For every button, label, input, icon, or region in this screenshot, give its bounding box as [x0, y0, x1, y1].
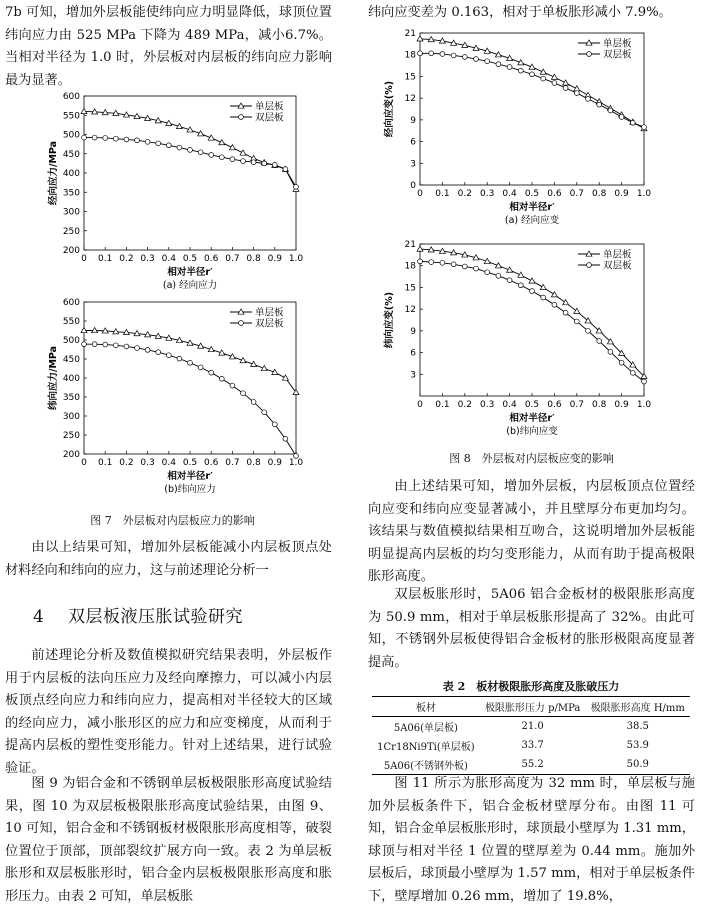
paragraph-section4-results: 图 9 为铝合金和不锈钢单层板极限胀形高度试验结果，图 10 为双层板极限胀形高度试验结果，由图 9、10 可知，铝合金和不锈钢板材极限胀形高度相等，破裂位置位于顶部，顶部裂纹扩展方向一致。表 2 为单层板胀形和双层板胀形时，铝合金内层板极限胀形高度和胀形压力。由表 2 可知，单层板胀	[5, 776, 332, 904]
x-tick-label: 0.4	[502, 400, 517, 410]
subfigure-label: (b)纬向应变	[506, 426, 558, 437]
data-point-circle	[496, 273, 501, 278]
figure-7a	[42, 88, 310, 295]
data-point-circle	[563, 310, 568, 315]
data-point-circle	[630, 120, 635, 125]
data-point-circle	[586, 328, 591, 333]
x-tick-label: 0.1	[98, 458, 113, 468]
data-point-circle	[586, 96, 591, 101]
data-point-circle	[262, 410, 267, 415]
data-point-triangle	[282, 375, 288, 380]
x-tick-label: 0.9	[614, 189, 629, 199]
data-point-circle	[294, 184, 299, 189]
paragraph-fig7-discussion: 7b 可知，增加外层板能使纬向应力明显降低，球顶位置纬向应力由 525 MPa 下降为 489 MPa，减小6.7%。当相对半径为 1.0 时，外层板对内层板的纬向应力影响最为显著。	[5, 5, 332, 88]
y-tick-label: 18	[404, 50, 416, 61]
data-point-circle	[440, 52, 445, 57]
x-tick-label: 0.7	[569, 400, 584, 410]
data-point-triangle	[563, 80, 569, 85]
data-point-circle	[294, 454, 299, 459]
table-header-cell: 极限胀形高度 H/mm	[590, 703, 685, 714]
x-tick-label: 0.4	[161, 254, 176, 264]
y-tick-label: 18	[404, 261, 416, 272]
x-tick-label: 0.9	[267, 458, 282, 468]
data-point-circle	[241, 391, 246, 396]
data-point-circle	[608, 108, 613, 113]
y-tick-label: 550	[62, 111, 80, 122]
x-tick-label: 0	[417, 400, 423, 410]
y-tick-label: 500	[62, 130, 80, 141]
y-tick-label: 400	[62, 374, 80, 384]
data-point-circle	[262, 161, 267, 166]
data-point-triangle	[529, 278, 535, 283]
y-axis-label: 经向应变(%)	[384, 80, 395, 138]
legend-label: 单层板	[603, 249, 632, 261]
legend-marker-circle	[587, 52, 592, 57]
data-point-triangle	[417, 246, 423, 251]
x-tick-label: 0.2	[457, 189, 472, 199]
x-tick-label: 0.3	[140, 254, 155, 264]
x-tick-label: 0.5	[182, 458, 198, 468]
y-tick-label: 600	[62, 92, 80, 102]
data-point-circle	[507, 278, 512, 283]
data-point-circle	[552, 302, 557, 307]
data-point-triangle	[551, 74, 557, 79]
y-tick-label: 12	[404, 305, 416, 316]
y-tick-label: 450	[62, 149, 80, 160]
legend-label: 双层板	[603, 260, 632, 272]
data-point-triangle	[540, 69, 546, 74]
data-point-circle	[209, 370, 214, 375]
x-tick-label: 0.2	[457, 400, 472, 410]
data-point-circle	[124, 344, 129, 349]
data-point-triangle	[417, 36, 423, 41]
y-tick-label: 9	[410, 326, 416, 337]
table-header-cell: 板材	[415, 703, 436, 714]
data-point-triangle	[81, 108, 87, 113]
chart-fig7b-latitudinal-stress	[42, 296, 310, 510]
y-axis-label: 经向应力/MPa	[48, 140, 59, 206]
data-point-circle	[608, 349, 613, 354]
figure-8-caption: 图 8 外层板对内层板应变的影响	[449, 452, 614, 465]
data-point-circle	[145, 139, 150, 144]
x-tick-label: 0.1	[435, 400, 450, 410]
data-point-circle	[451, 53, 456, 58]
x-tick-label: 0.6	[204, 458, 219, 468]
legend-label: 单层板	[255, 101, 284, 113]
data-point-circle	[188, 148, 193, 153]
subfigure-label: (a) 经向应力	[162, 280, 218, 291]
x-tick-label: 0.4	[502, 189, 517, 199]
x-axis-label: 相对半径r′	[509, 202, 555, 213]
data-point-circle	[451, 262, 456, 267]
data-point-circle	[507, 65, 512, 70]
table-row	[372, 755, 690, 775]
y-tick-label: 450	[62, 355, 80, 365]
paragraph-section4-intro: 前述理论分析及数值模拟研究结果表明，外层板作用于内层板的法向压应力及经向摩擦力，可以减小内层板顶点经向应力和纬向应力，提高相对半径较大的区域的经向应力，减小胀形区的应力和应变梯度，从而利于提高内层板的塑性变形能力。针对上述结果，进行试验验证。	[5, 648, 332, 776]
data-point-circle	[103, 136, 108, 141]
data-point-circle	[530, 72, 535, 77]
data-point-circle	[630, 370, 635, 375]
x-tick-label: 0.7	[225, 254, 240, 264]
table-header-cell: 极限胀形压力 p/MPa	[484, 703, 581, 714]
table-row	[372, 736, 690, 755]
x-tick-label: 1.0	[288, 458, 304, 468]
subfigure-label: (b)纬向应力	[164, 484, 216, 495]
section-number: 4	[33, 607, 45, 627]
data-point-circle	[518, 68, 523, 73]
data-point-circle	[145, 347, 150, 352]
data-point-circle	[230, 157, 235, 162]
x-tick-label: 0.5	[182, 254, 198, 264]
y-tick-label: 15	[404, 283, 416, 294]
data-point-circle	[574, 319, 579, 324]
x-tick-label: 1.0	[288, 254, 304, 264]
x-tick-label: 0.3	[480, 400, 495, 410]
x-tick-label: 1.0	[636, 189, 652, 199]
table-2-title: 表 2 板材极限胀形高度及胀破压力	[442, 680, 620, 693]
table-row	[372, 717, 690, 737]
data-point-circle	[113, 136, 118, 141]
paragraph-limit-height: 双层板胀形时，5A06 铝合金板材的极限胀形高度为 50.9 mm，相对于单层板胀形提高了 32%。由此可知，不锈钢外层板使得铝合金板材的胀形极限高度显著提高。	[368, 587, 695, 670]
data-point-circle	[541, 76, 546, 81]
x-tick-label: 0	[81, 458, 87, 468]
data-point-circle	[429, 51, 434, 56]
y-tick-label: 250	[62, 431, 80, 441]
data-point-circle	[496, 62, 501, 67]
data-point-circle	[418, 51, 423, 56]
data-point-circle	[230, 383, 235, 388]
legend-marker-circle	[239, 115, 244, 120]
figure-7b	[42, 296, 310, 510]
data-point-circle	[124, 137, 129, 142]
x-tick-label: 0	[417, 189, 423, 199]
section-heading	[33, 602, 243, 627]
data-point-circle	[156, 350, 161, 355]
data-point-triangle	[518, 272, 524, 277]
legend-marker-circle	[587, 263, 592, 268]
x-tick-label: 0.8	[246, 458, 261, 468]
data-point-circle	[474, 57, 479, 62]
data-point-circle	[92, 135, 97, 140]
y-tick-label: 9	[410, 115, 416, 126]
data-point-circle	[574, 91, 579, 96]
y-axis-label: 纬向应力/MPa	[48, 345, 59, 411]
data-point-circle	[418, 259, 423, 264]
y-tick-label: 500	[62, 336, 80, 346]
y-tick-label: 350	[62, 188, 80, 199]
data-point-circle	[619, 115, 624, 120]
data-point-circle	[241, 159, 246, 164]
chart-fig8b-latitudinal-strain	[374, 236, 674, 451]
x-tick-label: 0.2	[119, 254, 134, 264]
x-tick-label: 0.8	[592, 400, 607, 410]
x-tick-label: 0.8	[592, 189, 607, 199]
x-tick-label: 0.5	[524, 400, 540, 410]
chart-fig8a-meridional-strain	[374, 25, 674, 240]
data-point-circle	[177, 356, 182, 361]
data-point-circle	[82, 135, 87, 140]
y-tick-label: 300	[62, 412, 80, 422]
y-tick-label: 350	[62, 393, 80, 403]
legend-label: 双层板	[255, 112, 284, 124]
data-point-circle	[103, 342, 108, 347]
table-cell: 33.7	[521, 740, 544, 751]
table-2	[372, 696, 690, 775]
x-tick-label: 0.3	[140, 458, 155, 468]
x-tick-label: 0.6	[547, 400, 562, 410]
data-point-circle	[530, 289, 535, 294]
table-cell: 38.5	[626, 721, 649, 732]
table-cell: 1Cr18Ni9Ti(单层板)	[377, 742, 475, 753]
y-tick-label: 12	[404, 94, 416, 105]
data-point-circle	[619, 360, 624, 365]
legend-label: 单层板	[255, 307, 284, 319]
legend-label: 双层板	[603, 49, 632, 61]
x-tick-label: 0.5	[524, 189, 540, 199]
x-tick-label: 0.8	[246, 254, 261, 264]
data-point-circle	[541, 295, 546, 300]
x-tick-label: 0.9	[614, 400, 629, 410]
data-point-circle	[518, 283, 523, 288]
x-tick-label: 0.2	[119, 458, 134, 468]
legend-label: 双层板	[255, 318, 284, 330]
y-tick-label: 21	[404, 29, 416, 39]
data-point-circle	[597, 102, 602, 107]
data-point-circle	[166, 353, 171, 358]
section-title: 双层板液压胀试验研究	[67, 607, 243, 627]
data-point-circle	[251, 160, 256, 165]
y-tick-label: 400	[62, 169, 80, 179]
data-point-circle	[283, 167, 288, 172]
data-point-triangle	[551, 292, 557, 297]
data-point-circle	[485, 270, 490, 275]
table-cell: 21.0	[521, 721, 544, 732]
data-point-circle	[177, 145, 182, 150]
x-tick-label: 0.1	[98, 254, 113, 264]
x-tick-label: 0	[81, 254, 87, 264]
data-point-circle	[198, 365, 203, 370]
y-tick-label: 6	[410, 348, 416, 359]
x-axis-label: 相对半径r′	[167, 471, 213, 482]
data-point-circle	[462, 264, 467, 269]
table-header-row	[372, 697, 690, 717]
data-point-triangle	[563, 300, 569, 305]
table-cell: 50.9	[626, 759, 649, 770]
x-tick-label: 1.0	[636, 400, 652, 410]
data-point-triangle	[229, 145, 235, 150]
y-tick-label: 200	[62, 246, 80, 256]
data-point-triangle	[219, 140, 225, 145]
data-point-circle	[474, 266, 479, 271]
figure-7-caption: 图 7 外层板对内层板应力的影响	[90, 514, 255, 527]
data-point-circle	[485, 59, 490, 64]
y-tick-label: 250	[62, 226, 80, 237]
legend-label: 单层板	[603, 38, 632, 50]
data-point-circle	[429, 260, 434, 265]
table-2-grid	[372, 696, 690, 775]
y-tick-label: 550	[62, 317, 80, 327]
data-point-circle	[82, 342, 87, 347]
data-point-circle	[209, 153, 214, 158]
data-point-circle	[113, 343, 118, 348]
x-tick-label: 0.7	[225, 458, 240, 468]
data-point-circle	[597, 339, 602, 344]
data-point-circle	[642, 379, 647, 384]
x-tick-label: 0.1	[435, 189, 450, 199]
y-tick-label: 3	[410, 159, 416, 170]
data-point-circle	[251, 400, 256, 405]
figure-8b	[374, 236, 674, 451]
x-tick-label: 0.7	[569, 189, 584, 199]
table-cell: 5A06(单层板)	[393, 723, 458, 734]
x-tick-label: 0.3	[480, 189, 495, 199]
y-tick-label: 600	[62, 298, 80, 308]
y-tick-label: 200	[62, 450, 80, 460]
data-point-circle	[440, 260, 445, 265]
x-axis-label: 相对半径r′	[167, 267, 213, 278]
x-tick-label: 0.9	[267, 254, 282, 264]
paragraph-conclusion: 由以上结果可知，增加外层板能减小内层板顶点处材料经向和纬向的应力，这与前述理论分析一	[5, 540, 332, 578]
data-point-circle	[219, 155, 224, 160]
y-tick-label: 6	[410, 137, 416, 148]
y-tick-label: 0	[410, 181, 416, 191]
table-cell: 53.9	[626, 740, 649, 751]
data-point-circle	[272, 163, 277, 168]
data-point-circle	[219, 376, 224, 381]
data-point-circle	[188, 360, 193, 365]
table-cell: 5A06(不锈钢外板)	[383, 761, 468, 772]
data-point-circle	[135, 346, 140, 351]
data-point-circle	[272, 422, 277, 427]
data-point-circle	[92, 342, 97, 347]
chart-fig7a-meridional-stress	[42, 88, 310, 295]
data-point-circle	[135, 138, 140, 143]
x-axis-label: 相对半径r′	[509, 413, 555, 424]
data-point-triangle	[574, 308, 580, 313]
data-point-circle	[642, 125, 647, 130]
figure-8a	[374, 25, 674, 240]
table-cell: 55.2	[521, 759, 544, 770]
y-tick-label: 3	[410, 370, 416, 381]
data-point-triangle	[540, 284, 546, 289]
data-point-triangle	[240, 150, 246, 155]
data-point-circle	[156, 141, 161, 146]
legend-marker-circle	[239, 321, 244, 326]
y-tick-label: 21	[404, 240, 416, 250]
subfigure-label: (a) 经向应变	[504, 215, 560, 226]
paragraph-wall-thickness: 图 11 所示为胀形高度为 32 mm 时，单层板与施加外层板条件下，铝合金板材壁厚分布。由图 11 可知，铝合金单层板胀形时，球顶最小壁厚为 1.31 mm，球顶与相对半径 1 位置的壁厚差为 0.44 mm。施加外层板后，球顶最小壁厚为 1.57 mm，相对于单层板条件下，壁厚增加 0.26 mm，增加了 19.8%，	[368, 776, 695, 904]
y-tick-label: 15	[404, 72, 416, 83]
paragraph-strain-difference: 纬向应变差为 0.163，相对于单板胀形减小 7.9%。	[368, 5, 672, 20]
data-point-circle	[283, 436, 288, 441]
x-tick-label: 0.4	[161, 458, 176, 468]
y-tick-label: 300	[62, 207, 80, 218]
data-point-circle	[552, 81, 557, 86]
data-point-circle	[563, 86, 568, 91]
data-point-circle	[198, 150, 203, 155]
data-point-circle	[166, 143, 171, 148]
x-tick-label: 0.6	[204, 254, 219, 264]
data-point-triangle	[574, 86, 580, 91]
paragraph-strain-summary: 由上述结果可知，增加外层板，内层板顶点位置经向应变和纬向应变显著减小，并且壁厚分布更加均匀。该结果与数值模拟结果相互吻合，这说明增加外层板能明显提高内层板的均匀变形能力，从而有助于提高极限胀形高度。	[368, 479, 695, 584]
data-point-circle	[462, 54, 467, 59]
x-tick-label: 0.6	[547, 189, 562, 199]
y-axis-label: 纬向应变(%)	[384, 291, 395, 349]
